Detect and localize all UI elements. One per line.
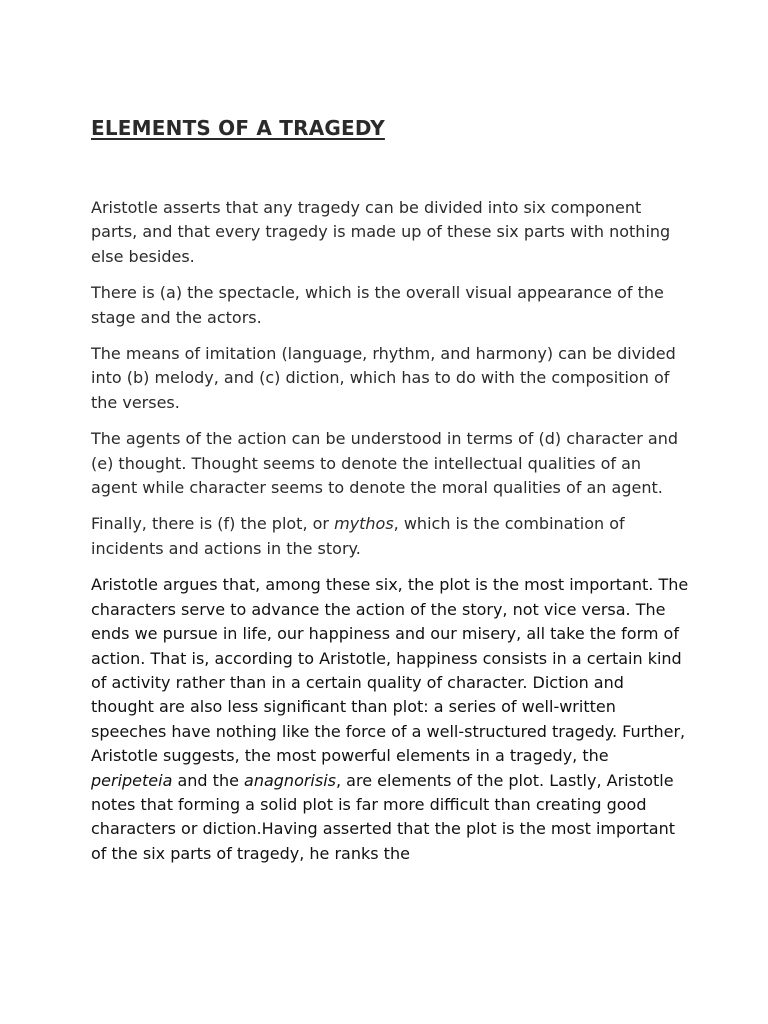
paragraph-plot-text-a: Finally, there is (f) the plot, or — [91, 514, 335, 534]
paragraph-importance-text-c: , are elements of the plot. Lastly, Aristotle notes that forming a solid plot is far more difficult than creating good characters or diction.Having asserted that the plot is the most important of the six parts of tragedy, he ranks the — [91, 770, 676, 863]
paragraph-importance-text-a: Aristotle argues that, among these six, the plot is the most important. The characters serve to advance the action of the story, not vice versa. The ends we pursue in life, our happiness and our misery, all take the form of action. That is, according to Aristotle, happiness consists in a certain kind of activity rather than in a certain quality of character. Diction and thought are also less significant than plot: a series of well-written speeches have nothing like the force of a well-structured tragedy. Further, Aristotle suggests, the most powerful elements in a tragedy, the — [91, 575, 689, 766]
paragraph-plot-importance — [91, 573, 691, 866]
anagnorisis-term: anagnorisis — [244, 770, 336, 790]
paragraph-agents-of-action: The agents of the action can be understood in terms of (d) character and (e) thought. Thought seems to denote the intellectual qualities of an agent while character seems to denote the moral qualities of an agent. — [91, 429, 679, 498]
document-title: ELEMENTS OF A TRAGEDY — [91, 116, 385, 140]
peripeteia-term: peripeteia — [91, 770, 173, 790]
document-body — [91, 114, 691, 878]
paragraph-spectacle: There is (a) the spectacle, which is the overall visual appearance of the stage and the actors. — [91, 283, 664, 327]
paragraph-plot-text-b: , which is the combination of incidents and actions in the story. — [91, 514, 625, 558]
paragraph-plot-mythos — [91, 512, 691, 561]
paragraph-six-parts: Aristotle asserts that any tragedy can be divided into six component parts, and that every tragedy is made up of these six parts with nothing else besides. — [91, 198, 671, 266]
paragraph-importance-text-b: and the — [172, 770, 245, 790]
mythos-term: mythos — [334, 514, 394, 534]
paragraph-means-of-imitation: The means of imitation (language, rhythm, and harmony) can be divided into (b) melody, and (c) diction, which has to do with the composition of the verses. — [91, 344, 676, 412]
